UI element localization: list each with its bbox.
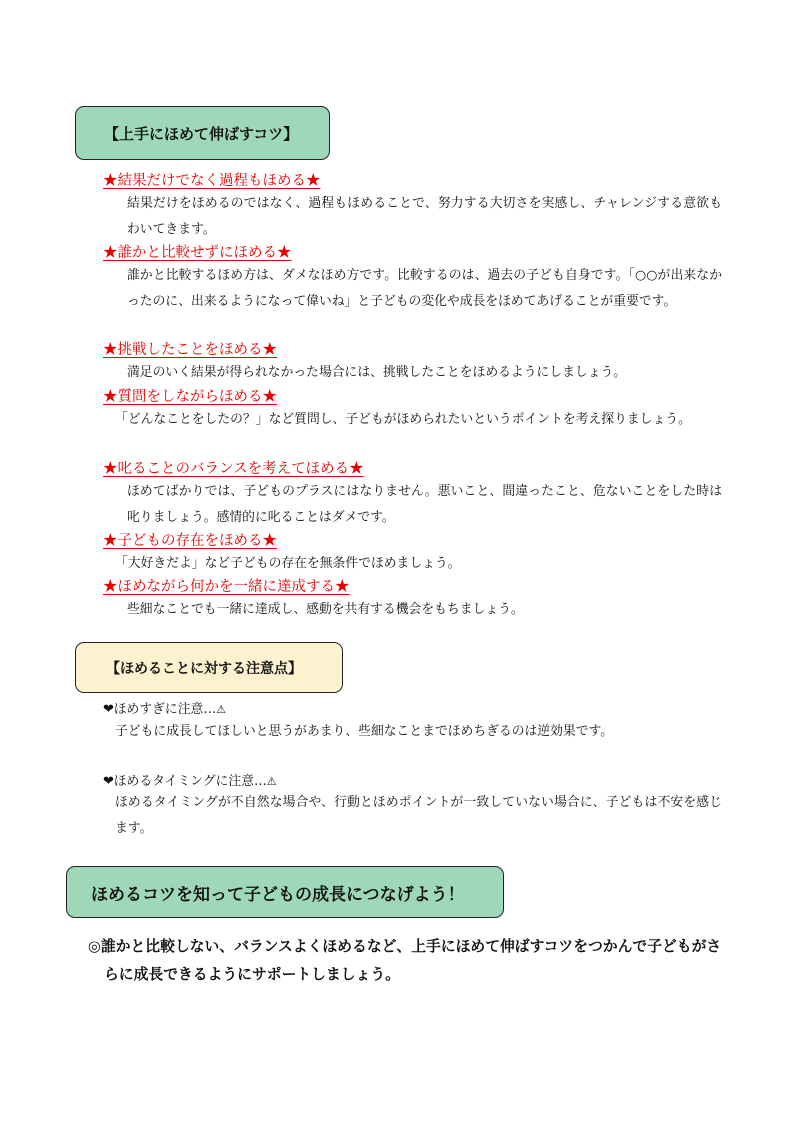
tip-body: 「大好きだよ」など子どもの存在を無条件でほめましょう。: [115, 556, 461, 571]
heart-icon: ❤: [103, 774, 114, 789]
section-heading-conclusion-text: ほめるコツを知って子どもの成長につなげよう！: [91, 884, 465, 905]
section-heading-cautions: [75, 642, 343, 693]
warning-icon: ⚠: [216, 703, 226, 716]
tip-title: ★ほめながら何かを一緒に達成する★: [103, 579, 350, 595]
tip-title: ★子どもの存在をほめる★: [103, 533, 277, 549]
tip-body: ほめてばかりでは、子どものプラスにはなりません。悪いこと、間違ったこと、危ないことをした時は叱りましょう。感情的に叱ることはダメです。: [127, 484, 722, 525]
tip-body: 些細なことでも一緒に達成し、感動を共有する機会をもちましょう。: [127, 602, 524, 617]
tip-body: 「どんなことをしたの？」など質問し、子どもがほめられたいというポイントを考え探りましょう。: [115, 412, 691, 427]
caution-title: [103, 772, 277, 792]
caution-body: 子どもに成長してほしいと思うがあまり、些細なことまでほめちぎるのは逆効果です。: [115, 724, 614, 739]
tip-title: ★誰かと比較せずにほめる★: [103, 245, 292, 261]
tip-title: ★叱ることのバランスを考えてほめる★: [103, 461, 364, 477]
tip-body: 誰かと比較するほめ方は、ダメなほめ方です。比較するのは、過去の子ども自身です。「○○が出来なかったのに、出来るようになって偉いね」と子どもの変化や成長をほめてあげることが重要です。: [127, 268, 722, 309]
tip-title: ★結果だけでなく過程もほめる★: [103, 173, 321, 189]
caution-title-text: ほめるタイミングに注意…: [113, 774, 267, 789]
tip-body: 満足のいく結果が得られなかった場合には、挑戦したことをほめるようにしましょう。: [127, 365, 627, 380]
section-heading-tips: [75, 106, 330, 160]
section-heading-cautions-text: 【ほめることに対する注意点】: [106, 660, 302, 677]
caution-title-text: ほめすぎに注意…: [113, 702, 217, 717]
summary-text: ◎誰かと比較しない、バランスよくほめるなど、上手にほめて伸ばすコツをつかんで子どもがさらに成長できるようにサポートしましょう。: [88, 938, 722, 983]
heart-icon: ❤: [103, 702, 114, 717]
tip-body: 結果だけをほめるのではなく、過程もほめることで、努力する大切さを実感し、チャレンジする意欲もわいてきます。: [127, 196, 722, 237]
section-heading-tips-text: 【上手にほめて伸ばすコツ】: [104, 124, 299, 143]
caution-body: ほめるタイミングが不自然な場合や、行動とほめポイントが一致していない場合に、子どもは不安を感じます。: [115, 795, 722, 836]
caution-title: [103, 700, 226, 720]
section-heading-conclusion: [66, 866, 504, 918]
tip-title: ★挑戦したことをほめる★: [103, 342, 277, 358]
warning-icon: ⚠: [266, 775, 277, 788]
tip-title: ★質問をしながらほめる★: [103, 389, 277, 405]
